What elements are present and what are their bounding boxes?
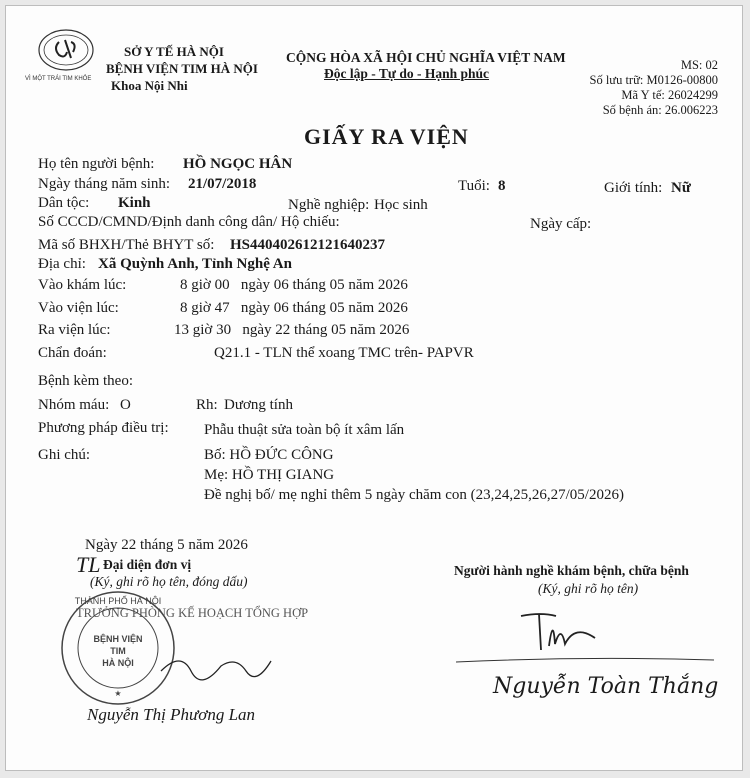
exam-label: Vào khám lúc: bbox=[38, 277, 127, 293]
left-sign-note: (Ký, ghi rõ họ tên, đóng dấu) bbox=[90, 574, 248, 589]
age-label: Tuổi: bbox=[458, 178, 490, 194]
admit-value: 8 giờ 47 ngày 06 tháng 05 năm 2026 bbox=[180, 300, 408, 316]
address-label: Địa chỉ: bbox=[38, 256, 86, 272]
sex-label: Giới tính: bbox=[604, 180, 663, 196]
left-stamp-title: TRƯỞNG PHÒNG KẾ HOẠCH TỔNG HỢP bbox=[76, 606, 309, 620]
diagnosis-label: Chẩn đoán: bbox=[38, 345, 107, 361]
document-title: GIẤY RA VIỆN bbox=[304, 124, 469, 149]
left-signer-name: Nguyễn Thị Phương Lan bbox=[87, 705, 256, 724]
method-value: Phẫu thuật sửa toàn bộ ít xâm lấn bbox=[204, 422, 405, 438]
sex-value: Nữ bbox=[671, 180, 691, 196]
discharge-value: 13 giờ 30 ngày 22 tháng 05 năm 2026 bbox=[174, 322, 410, 338]
svg-text:TIM: TIM bbox=[110, 646, 126, 656]
method-label: Phương pháp điều trị: bbox=[38, 420, 169, 436]
insurance-label: Mã số BHXH/Thẻ BHYT số: bbox=[38, 237, 215, 253]
diagnosis-value: Q21.1 - TLN thể xoang TMC trên- PAPVR bbox=[214, 345, 474, 361]
address-value: Xã Quỳnh Anh, Tỉnh Nghệ An bbox=[98, 256, 292, 272]
note-mother: Mẹ: HỒ THỊ GIANG bbox=[204, 467, 335, 483]
name-value: HỒ NGỌC HÂN bbox=[183, 156, 293, 172]
form-code: MS: 02 bbox=[680, 58, 718, 72]
blood-value: O bbox=[120, 397, 131, 413]
insurance-value: HS440402612121640237 bbox=[230, 237, 386, 253]
left-signature-icon bbox=[156, 646, 276, 686]
job-label: Nghề nghiệp: bbox=[288, 197, 370, 213]
right-sign-title: Người hành nghề khám bệnh, chữa bệnh bbox=[454, 563, 689, 578]
note-request: Đề nghị bố/ mẹ nghỉ thêm 5 ngày chăm con (23,24,25,26,27/05/2026) bbox=[204, 487, 624, 503]
id-label: Số CCCD/CMND/Định danh công dân/ Hộ chiếu: bbox=[38, 214, 340, 230]
sign-date: Ngày 22 tháng 5 năm 2026 bbox=[85, 537, 248, 553]
discharge-paper bbox=[5, 5, 743, 771]
dob-label: Ngày tháng năm sinh: bbox=[38, 176, 171, 192]
comorbid-label: Bệnh kèm theo: bbox=[38, 373, 133, 389]
org-hospital: BỆNH VIỆN TIM HÀ NỘI bbox=[106, 61, 258, 76]
job-value: Học sinh bbox=[374, 197, 428, 213]
svg-text:VÌ MỘT TRÁI TIM KHỎE: VÌ MỘT TRÁI TIM KHỎE bbox=[25, 76, 92, 82]
blood-label: Nhóm máu: bbox=[38, 397, 110, 413]
svg-text:★: ★ bbox=[114, 689, 122, 698]
discharge-label: Ra viện lúc: bbox=[38, 322, 111, 338]
record-number: Số bệnh án: 26.006223 bbox=[602, 103, 718, 117]
note-label: Ghi chú: bbox=[38, 447, 91, 463]
right-signature-icon bbox=[511, 606, 631, 656]
nation-title: CỘNG HÒA XÃ HỘI CHỦ NGHĨA VIỆT NAM bbox=[286, 50, 566, 65]
age-value: 8 bbox=[498, 178, 506, 194]
nation-motto: Độc lập - Tự do - Hạnh phúc bbox=[324, 66, 490, 81]
name-label: Họ tên người bệnh: bbox=[38, 156, 155, 172]
ethnic-value: Kinh bbox=[118, 195, 151, 211]
svg-text:BỆNH VIỆN: BỆNH VIỆN bbox=[93, 634, 143, 644]
org-ministry: SỞ Y TẾ HÀ NỘI bbox=[124, 44, 224, 59]
issue-date-label: Ngày cấp: bbox=[530, 216, 592, 232]
ethnic-label: Dân tộc: bbox=[38, 195, 90, 211]
rh-value: Dương tính bbox=[224, 397, 293, 413]
svg-text:THÀNH PHỐ HÀ NỘI: THÀNH PHỐ HÀ NỘI bbox=[74, 596, 162, 606]
dob-value: 21/07/2018 bbox=[188, 176, 257, 192]
rh-label: Rh: bbox=[196, 397, 218, 413]
left-sign-title: Đại diện đơn vị bbox=[103, 557, 192, 572]
left-initials: TL bbox=[76, 552, 101, 577]
storage-number: Số lưu trữ: M0126-00800 bbox=[589, 73, 718, 87]
signature-line-icon bbox=[456, 654, 716, 666]
org-dept: Khoa Nội Nhi bbox=[111, 78, 188, 93]
hospital-logo-icon bbox=[21, 26, 111, 82]
medical-code: Mã Y tế: 26024299 bbox=[621, 88, 718, 102]
exam-value: 8 giờ 00 ngày 06 tháng 05 năm 2026 bbox=[180, 277, 408, 293]
note-father: Bố: HỒ ĐỨC CÔNG bbox=[204, 447, 334, 463]
right-signer-name: Nguyễn Toàn Thắng bbox=[493, 674, 719, 699]
admit-label: Vào viện lúc: bbox=[38, 300, 119, 316]
svg-text:HÀ NỘI: HÀ NỘI bbox=[102, 658, 134, 668]
right-sign-note: (Ký, ghi rõ họ tên) bbox=[538, 581, 639, 596]
